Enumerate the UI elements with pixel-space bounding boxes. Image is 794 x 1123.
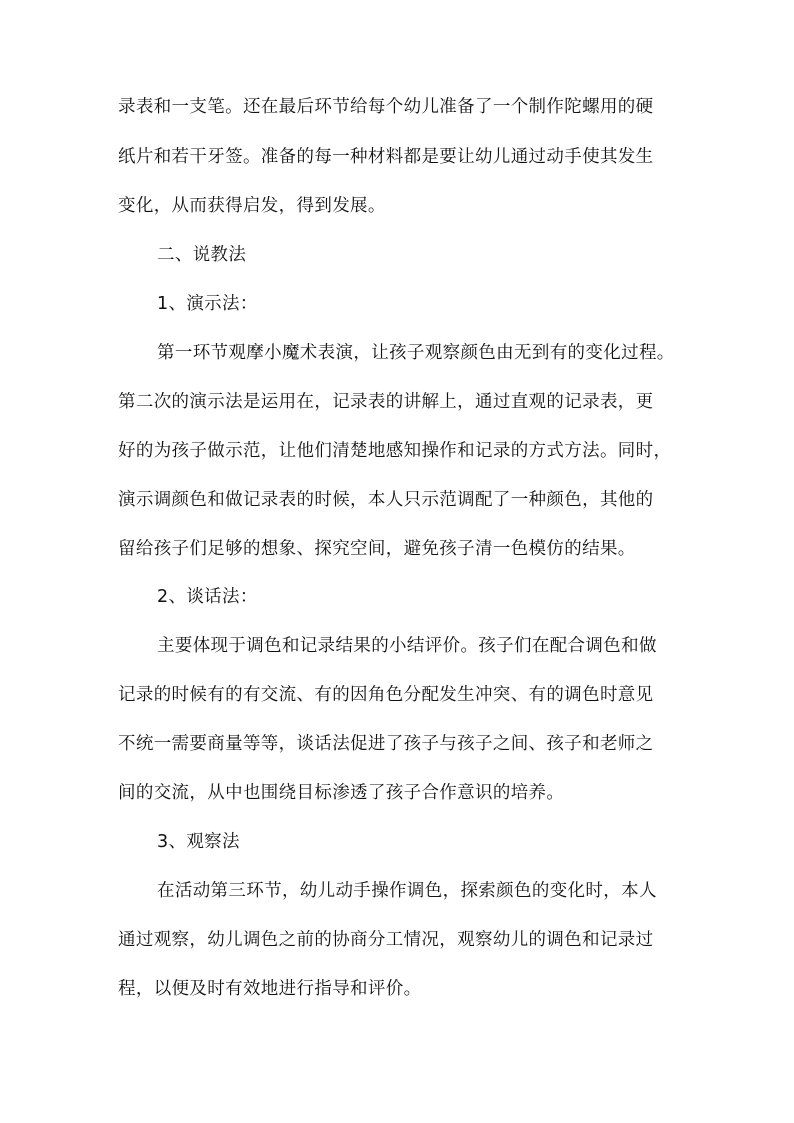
paragraph-line: 纸片和若干牙签。准备的每一种材料都是要让幼儿通过动手使其发生	[118, 147, 654, 167]
section-heading: 二、说教法	[157, 245, 247, 265]
paragraph-line: 第二次的演示法是运用在，记录表的讲解上，通过直观的记录表，更	[118, 392, 654, 412]
paragraph-line: 在活动第三环节，幼儿动手操作调色，探索颜色的变化时，本人	[157, 881, 657, 901]
paragraph-line: 变化，从而获得启发，得到发展。	[118, 196, 386, 216]
paragraph-line: 不统一需要商量等等，谈话法促进了孩子与孩子之间、孩子和老师之	[118, 734, 654, 754]
subsection-heading: 1、演示法：	[157, 294, 258, 314]
paragraph-line: 好的为孩子做示范，让他们清楚地感知操作和记录的方式方法。同时，	[118, 441, 672, 461]
paragraph-line: 演示调颜色和做记录表的时候，本人只示范调配了一种颜色，其他的	[118, 490, 654, 510]
paragraph-line: 第一环节观摩小魔术表演，让孩子观察颜色由无到有的变化过程。	[157, 343, 675, 363]
paragraph-line: 程，以便及时有效地进行指导和评价。	[118, 979, 422, 999]
paragraph-line: 录表和一支笔。还在最后环节给每个幼儿准备了一个制作陀螺用的硬	[118, 97, 654, 117]
paragraph-line: 通过观察，幼儿调色之前的协商分工情况，观察幼儿的调色和记录过	[118, 930, 654, 950]
paragraph-line: 间的交流，从中也围绕目标渗透了孩子合作意识的培养。	[118, 783, 565, 803]
subsection-heading: 3、观察法	[157, 832, 240, 852]
paragraph-line: 留给孩子们足够的想象、探究空间，避免孩子清一色模仿的结果。	[118, 539, 636, 559]
paragraph-line: 主要体现于调色和记录结果的小结评价。孩子们在配合调色和做	[157, 636, 657, 656]
subsection-heading: 2、谈话法：	[157, 587, 258, 607]
paragraph-line: 记录的时候有的有交流、有的因角色分配发生冲突、有的调色时意见	[118, 685, 654, 705]
